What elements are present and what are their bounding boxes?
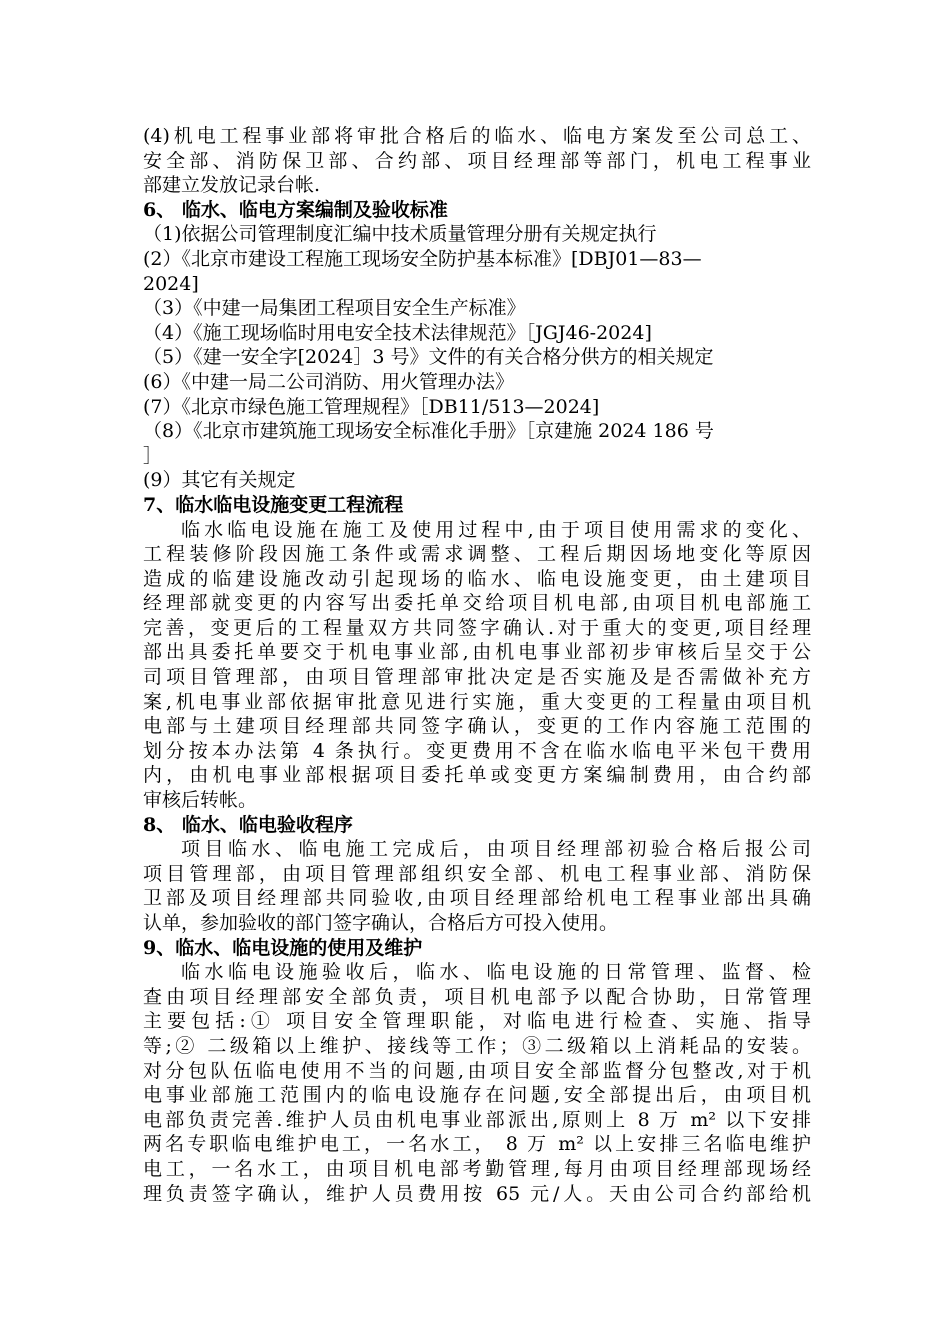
text-line: 电部负责完善.维护人员由机电事业部派出,原则上 8 万 m² 以下安排 <box>143 1108 811 1131</box>
text-line: （8）《北京市建筑施工现场安全标准化手册》［京建施 2024 186 号 <box>143 420 714 443</box>
text-line: (7）《北京市绿色施工管理规程》［DB11/513—2024] <box>143 395 600 418</box>
text-line: （5）《建一安全字[2024］3 号》文件的有关合格分供方的相关规定 <box>143 346 714 369</box>
text-line: 内，由机电事业部根据项目委托单或变更方案编制费用，由合约部 <box>143 764 811 787</box>
text-line: 安全部、消防保卫部、合约部、项目经理部等部门，机电工程事业 <box>143 149 811 172</box>
text-line: 卫部及项目经理部共同验收,由项目经理部给机电工程事业部出具确 <box>143 887 811 910</box>
text-line: 工程装修阶段因施工条件或需求调整、工程后期因场地变化等原因 <box>143 543 811 566</box>
text-line: 项目临水、临电施工完成后，由项目经理部初验合格后报公司 <box>181 838 811 861</box>
text-line: 案,机电事业部依据审批意见进行实施，重大变更的工程量由项目机 <box>143 690 811 713</box>
text-line: 临水临电设施验收后，临水、临电设施的日常管理、监督、检 <box>181 961 811 984</box>
text-line: ］ <box>143 444 163 467</box>
section-heading: 9、临水、临电设施的使用及维护 <box>143 936 423 959</box>
text-line: 部建立发放记录台帐. <box>143 174 321 197</box>
text-line: (9）其它有关规定 <box>143 469 296 492</box>
text-line: 两名专职临电维护电工，一名水工， 8 万 m² 以上安排三名临电维护 <box>143 1133 811 1156</box>
text-line: 理负责签字确认，维护人员费用按 65 元/人。天由公司合约部给机 <box>143 1182 811 1205</box>
document-page <box>143 124 811 1206</box>
section-heading: 7、临水临电设施变更工程流程 <box>143 493 404 516</box>
text-line: 对分包队伍临电使用不当的问题,由项目安全部监督分包整改,对于机 <box>143 1059 811 1082</box>
text-line: （3）《中建一局集团工程项目安全生产标准》 <box>143 297 526 320</box>
text-line: 划分按本办法第 4 条执行。变更费用不含在临水临电平米包干费用 <box>143 739 811 762</box>
text-line: 造成的临建设施改动引起现场的临水、临电设施变更，由土建项目 <box>143 567 811 590</box>
text-line: 电工，一名水工，由项目机电部考勤管理,每月由项目经理部现场经 <box>143 1157 811 1180</box>
text-line: 等;② 二级箱以上维护、接线等工作；③二级箱以上消耗品的安装。 <box>143 1034 811 1057</box>
text-line: 部出具委托单要交于机电事业部,由机电事业部初步审核后呈交于公 <box>143 641 811 664</box>
section-heading: 8、 临水、临电验收程序 <box>143 813 353 836</box>
text-line: （1)依据公司管理制度汇编中技术质量管理分册有关规定执行 <box>143 223 657 246</box>
text-line: 电事业部施工范围内的临电设施存在问题,安全部提出后，由项目机 <box>143 1084 811 1107</box>
text-line: 主要包括:① 项目安全管理职能，对临电进行检查、实施、指导 <box>143 1010 811 1033</box>
text-line: 经理部就变更的内容写出委托单交给项目机电部,由项目机电部施工 <box>143 592 811 615</box>
text-line: 查由项目经理部安全部负责，项目机电部予以配合协助，日常管理 <box>143 985 811 1008</box>
text-line: 项目管理部，由项目管理部组织安全部、机电工程事业部、消防保 <box>143 862 811 885</box>
text-line: (6）《中建一局二公司消防、用火管理办法》 <box>143 370 515 393</box>
text-line: （4）《施工现场临时用电安全技术法律规范》［JGJ46-2024] <box>143 321 652 344</box>
text-line: 完善，变更后的工程量双方共同签字确认.对于重大的变更,项目经理 <box>143 616 811 639</box>
text-line: 认单，参加验收的部门签字确认，合格后方可投入使用。 <box>143 912 619 934</box>
text-line: 2024] <box>143 272 199 295</box>
text-line: (2）《北京市建设工程施工现场安全防护基本标准》[DBJ01—83— <box>143 247 702 270</box>
section-heading: 6、 临水、临电方案编制及验收标准 <box>143 198 448 221</box>
text-line: 临水临电设施在施工及使用过程中,由于项目使用需求的变化、 <box>181 518 811 541</box>
text-line: 电部与土建项目经理部共同签字确认，变更的工作内容施工范围的 <box>143 715 811 738</box>
text-line: (4)机电工程事业部将审批合格后的临水、临电方案发至公司总工、 <box>143 125 811 147</box>
text-line: 审核后转帐。 <box>143 789 258 812</box>
text-line: 司项目管理部，由项目管理部审批决定是否实施及是否需做补充方 <box>143 666 811 689</box>
